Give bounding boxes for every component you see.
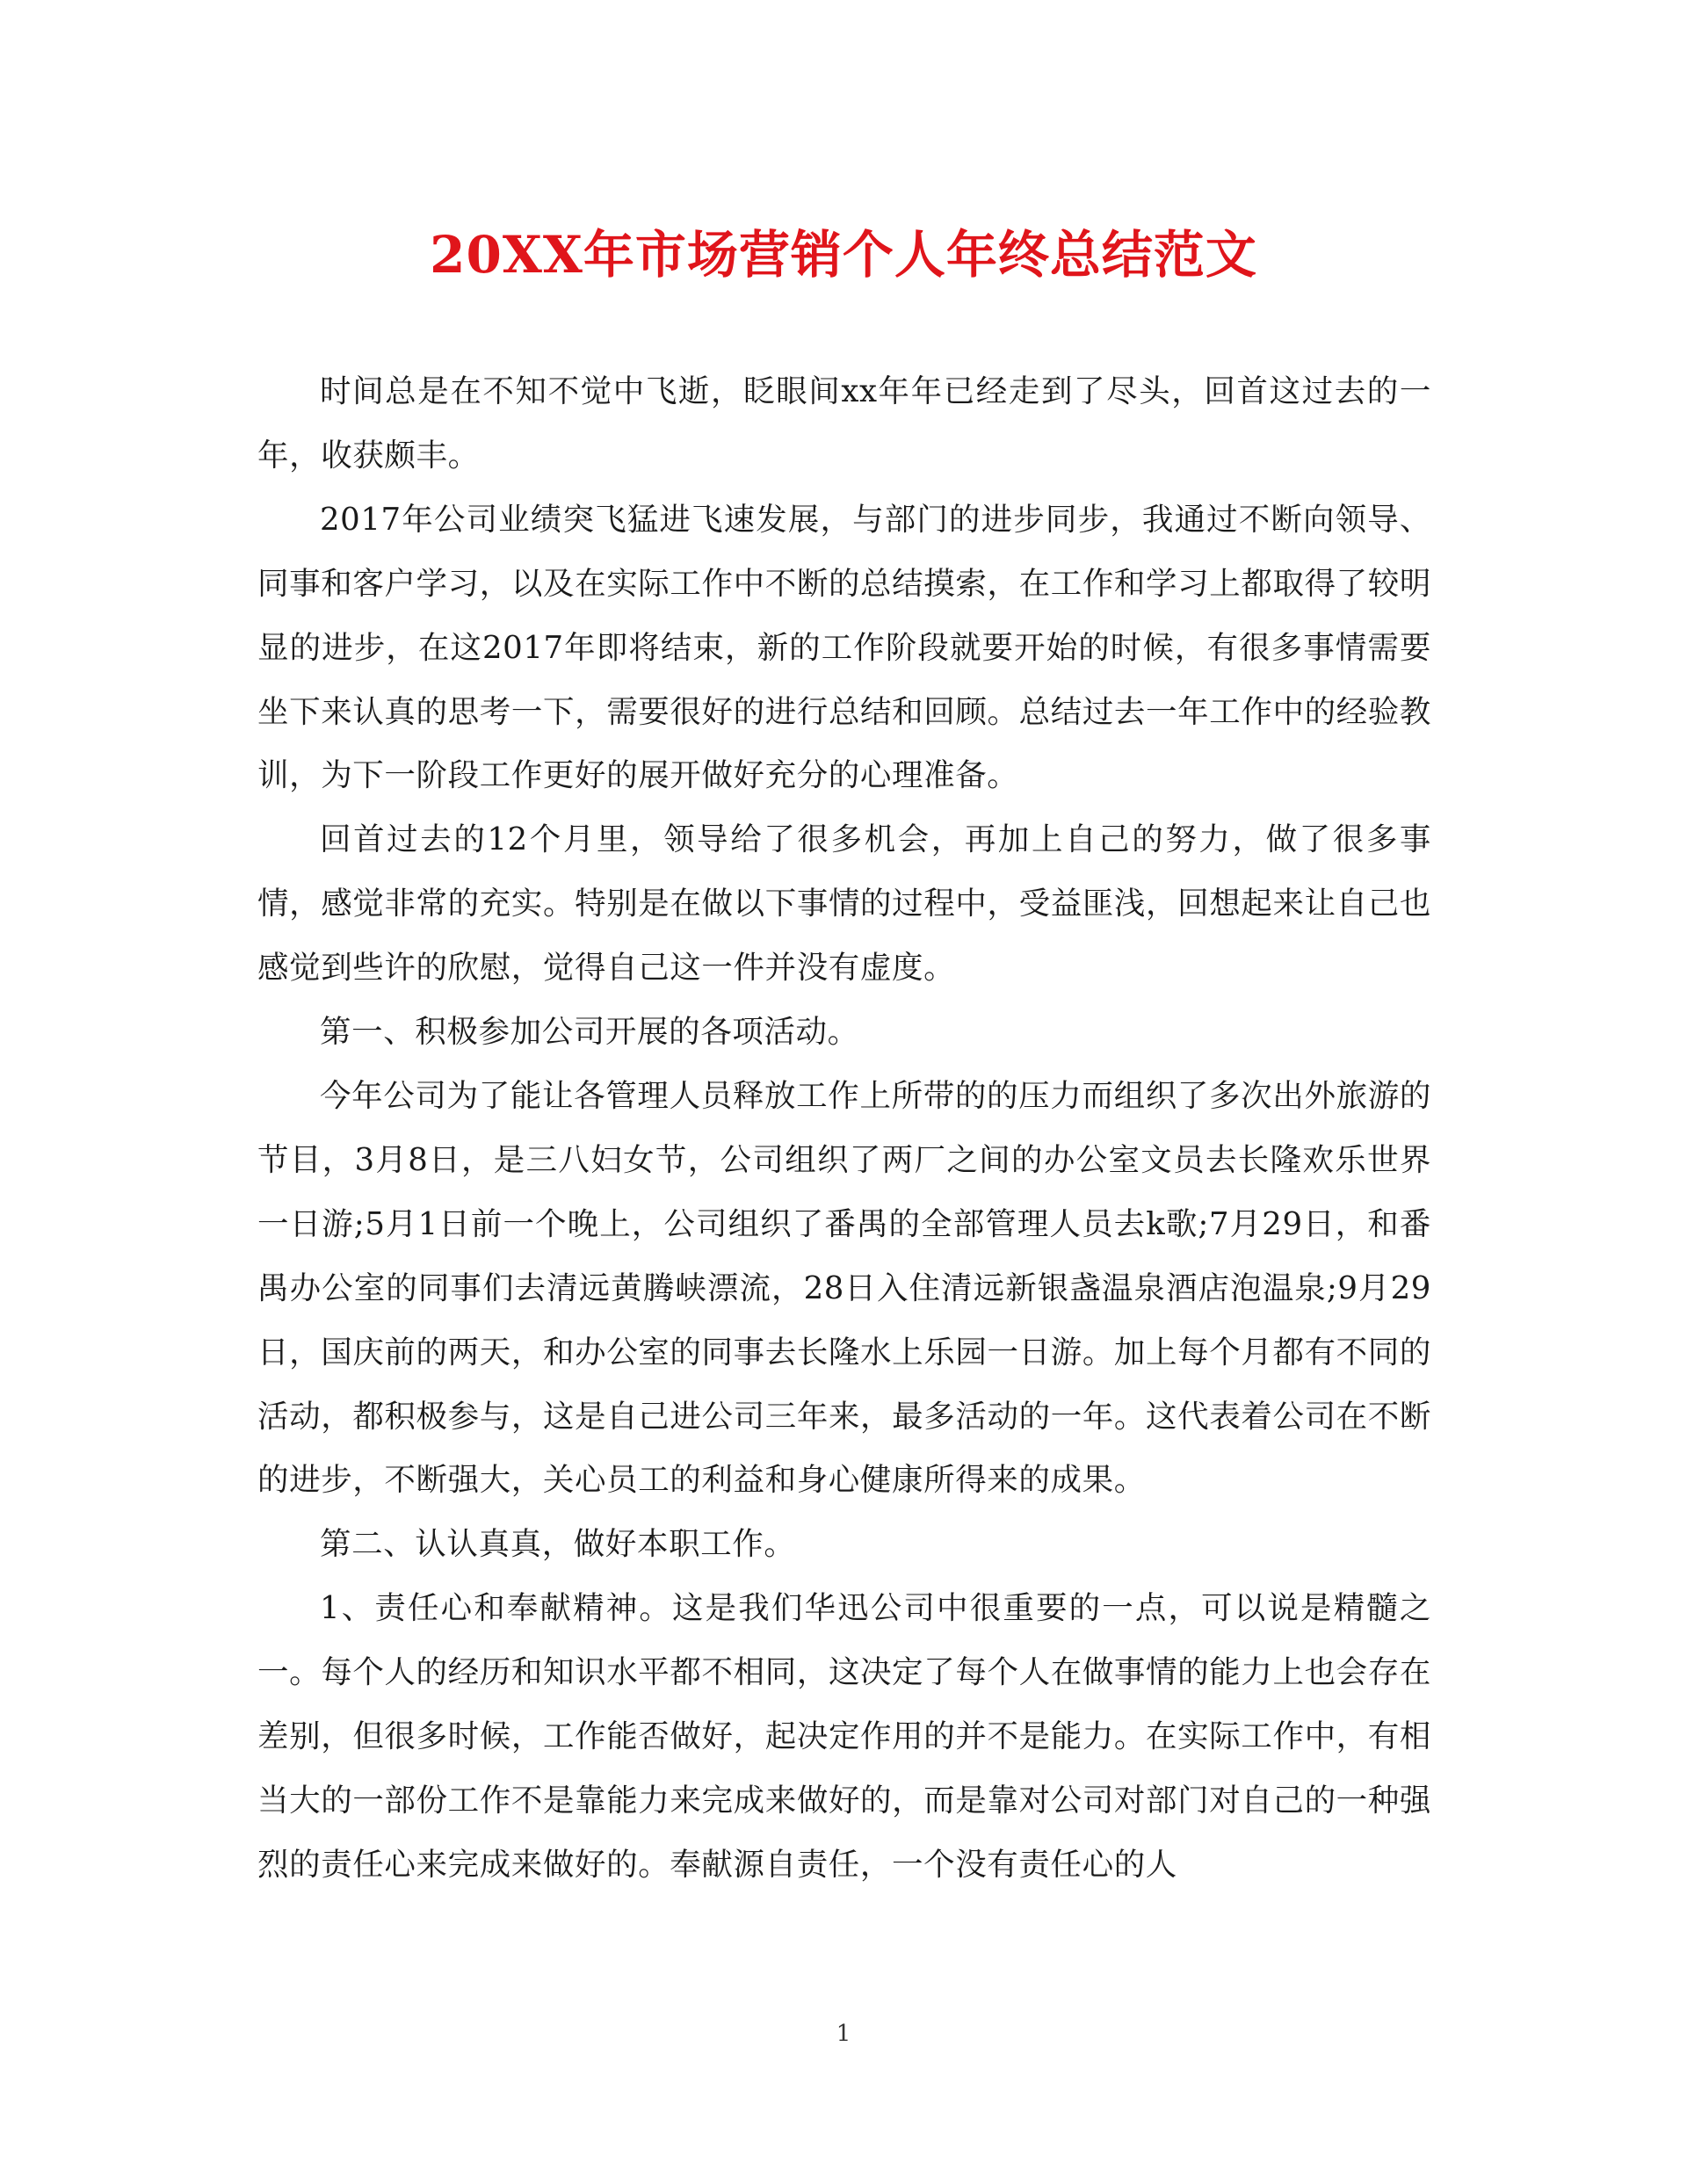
paragraph-1: 时间总是在不知不觉中飞逝，眨眼间xx年年已经走到了尽头，回首这过去的一年，收获颇丰。 [257, 373, 1431, 474]
paragraph-4: 今年公司为了能让各管理人员释放工作上所带的的压力而组织了多次出外旅游的节目，3月8日，是三八妇女节，公司组织了两厂之间的办公室文员去长隆欢乐世界一日游;5月1日前一个晚上，公司组织了番禺的全部管理人员去k歌;7月29日，和番禺办公室的同事们去清远黄腾峡漂流，28日入住清远新银盏温泉酒店泡温泉;9月29日，国庆前的两天，和办公室的同事去长隆水上乐园一日游。加上每个月都有不同的活动，都积极参与，这是自己进公司三年来，最多活动的一年。这代表着公司在不断的进步，不断强大，关心员工的利益和身心健康所得来的成果。 [257, 1077, 1431, 1499]
paragraph-3: 回首过去的12个月里，领导给了很多机会，再加上自己的努力，做了很多事情，感觉非常的充实。特别是在做以下事情的过程中，受益匪浅，回想起来让自己也感觉到些许的欣慰，觉得自己这一件并没有虚度。 [257, 821, 1431, 987]
page-number: 1 [836, 2021, 851, 2047]
section-heading-1: 第一、积极参加公司开展的各项活动。 [320, 1014, 859, 1051]
section-heading-2: 第二、认认真真，做好本职工作。 [320, 1526, 796, 1563]
document-title: 20XX年市场营销个人年终总结范文 [430, 225, 1257, 285]
document-body [257, 360, 1431, 1898]
paragraph-5: 1、责任心和奉献精神。这是我们华迅公司中很重要的一点，可以说是精髓之一。每个人的经历和知识水平都不相同，这决定了每个人在做事情的能力上也会存在差别，但很多时候，工作能否做好，起决定作用的并不是能力。在实际工作中，有相当大的一部份工作不是靠能力来完成来做好的，而是靠对公司对部门对自己的一种强烈的责任心来完成来做好的。奉献源自责任，一个没有责任心的人 [257, 1590, 1431, 1883]
paragraph-2: 2017年公司业绩突飞猛进飞速发展，与部门的进步同步，我通过不断向领导、同事和客户学习，以及在实际工作中不断的总结摸索，在工作和学习上都取得了较明显的进步，在这2017年即将结束，新的工作阶段就要开始的时候，有很多事情需要坐下来认真的思考一下，需要很好的进行总结和回顾。总结过去一年工作中的经验教训，为下一阶段工作更好的展开做好充分的心理准备。 [257, 501, 1431, 794]
